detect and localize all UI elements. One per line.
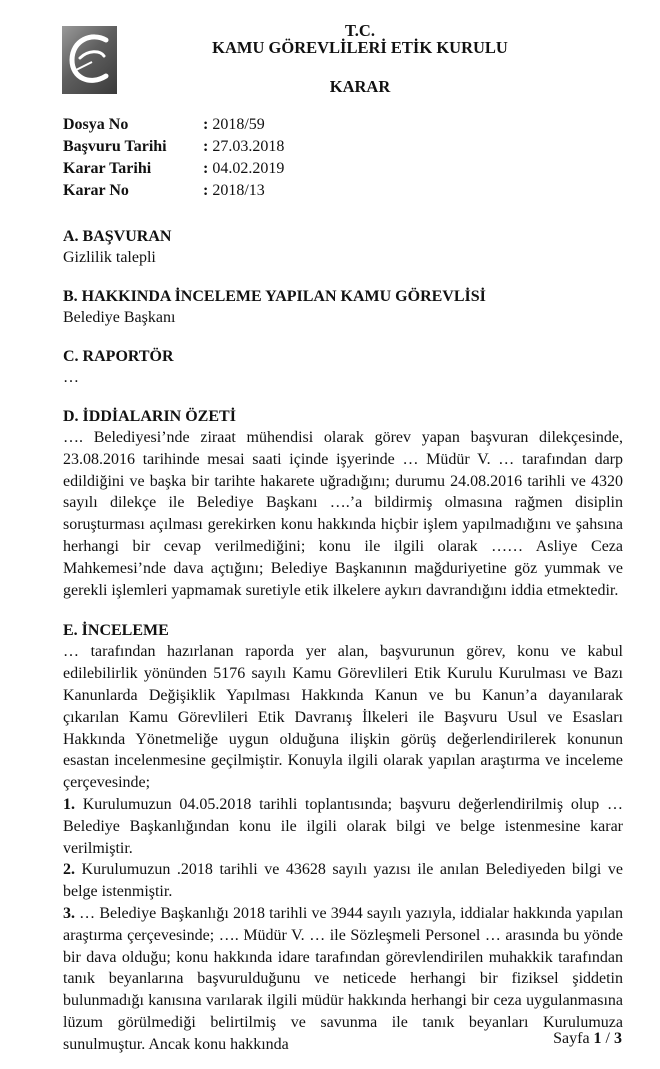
meta-row-karar-tarihi [63,158,284,180]
list-item-1 [63,794,623,859]
list-item-2 [63,859,623,903]
decision-body [63,226,623,1056]
meta-row-karar-no [63,180,284,202]
page-prefix: Sayfa [553,1030,594,1047]
section-b-body: Belediye Başkanı [63,309,176,326]
meta-colon: : [203,138,209,155]
current-page: 1 [593,1030,602,1047]
meta-label: Karar Tarihi [63,160,152,177]
header-tc: T.C. [345,21,375,40]
section-b-title: B. HAKKINDA İNCELEME YAPILAN KAMU GÖREVLİSİ [63,288,486,305]
item-number: 1. [63,795,75,813]
header-institution: KAMU GÖREVLİLERİ ETİK KURULU [212,38,508,57]
section-e-body [63,641,623,794]
meta-value: 04.02.2019 [212,160,285,177]
item-number: 2. [63,861,75,879]
section-e-text: … tarafından hazırlanan raporda yer alan, başvurunun görev, konu ve kabul edilebilirlik yönünden 5176 sayılı Kamu Görevlileri Etik Kurulu Kurulması ve Bazı Kanunlarda Değişiklik Yapılması Hakkında Kanun ve bu Kanun’a dayanılarak çıkarılan Kamu Görevlileri Etik Davranış İlkeleri ile Başvuru Usul ve Esasları Hakkında Yönetmeliğe uygun olduğuna ilişkin görüş değerlendirilerek konunun esastan incelenmesine geçilmiştir. Konuyla ilgili olarak yapılan araştırma ve inceleme çerçevesinde; [63,643,623,792]
meta-colon: : [203,182,209,199]
section-d-body [63,427,623,601]
meta-label: Başvuru Tarihi [63,138,167,155]
page-number [553,1030,622,1048]
meta-value: 2018/59 [212,116,265,133]
meta-colon: : [203,116,209,133]
section-c-title: C. RAPORTÖR [63,348,174,365]
page-separator: / [601,1030,614,1047]
meta-row-basvuru-tarihi [63,136,284,158]
item-text: Kurulumuzun .2018 tarihli ve 43628 sayılı yazısı ile anılan Belediyeden bilgi ve belge istenmiştir. [63,861,623,901]
list-item-3 [63,903,623,1056]
meta-value: 2018/13 [212,182,265,199]
total-pages: 3 [614,1030,622,1047]
case-metadata [63,114,284,202]
item-number: 3. [63,904,75,922]
header-karar: KARAR [329,77,391,96]
section-d-title: D. İDDİALARIN ÖZETİ [63,408,236,425]
meta-label: Dosya No [63,116,129,133]
meta-label: Karar No [63,182,129,199]
meta-row-dosya-no [63,114,284,136]
item-text: … Belediye Başkanlığı 2018 tarihli ve 3944 sayılı yazıyla, iddialar hakkında yapılan araştırma çerçevesinde; …. Müdür V. … ile Sözleşmeli Personel … arasında bu yönde bir dava olduğu; konu hakkında idare tarafından görevlendirilen muhakkik tarafından tanık beyanlarına başvurulduğunu ve neticede herhangi bir fiziksel şiddetin bulunmadığı kanısına varılarak ilgili müdür hakkında herhangi bir ceza uygulanmasına lüzum görülmediği belirtilmiş ve savunma ile tanık beyanları Kurulumuza sunulmuştur. Ancak konu hakkında [63,904,623,1053]
meta-value: 27.03.2018 [212,138,285,155]
item-text: Kurulumuzun 04.05.2018 tarihli toplantısında; başvuru değerlendirilmiş olup … Belediye Başkanlığından konu ile ilgili olarak bilgi ve belge istenmesine karar verilmiştir. [63,795,623,857]
section-a-body: Gizlilik talepli [63,249,156,266]
meta-colon: : [203,160,209,177]
section-d-text: …. Belediyesi’nde ziraat mühendisi olarak görev yapan başvuran dilekçesinde, 23.08.2016 tarihinde mesai saati içinde işyerinde … Müdür V. … tarafından darp edildiğini ve başka bir tarihte hakarete uğradığını; durumu 24.08.2016 tarihli ve 4320 sayılı dilekçe ile Belediye Başkanı ….’a bildirmiş olmasına rağmen disiplin soruşturması açılması gerekirken konu hakkında hiçbir işlem yapılmadığını ve şahsına herhangi bir cevap verilmediğini; konu ile ilgili olarak …… Asliye Ceza Mahkemesi’nde dava açtığını; Belediye Başkanının mağduriyetine göz yummak ve gerekli işlemleri yapmamak suretiyle etik ilkelere aykırı davrandığını iddia etmektedir. [63,429,623,599]
section-e-title: E. İNCELEME [63,622,169,640]
section-a-title: A. BAŞVURAN [63,228,172,245]
section-c-body: … [63,369,79,386]
